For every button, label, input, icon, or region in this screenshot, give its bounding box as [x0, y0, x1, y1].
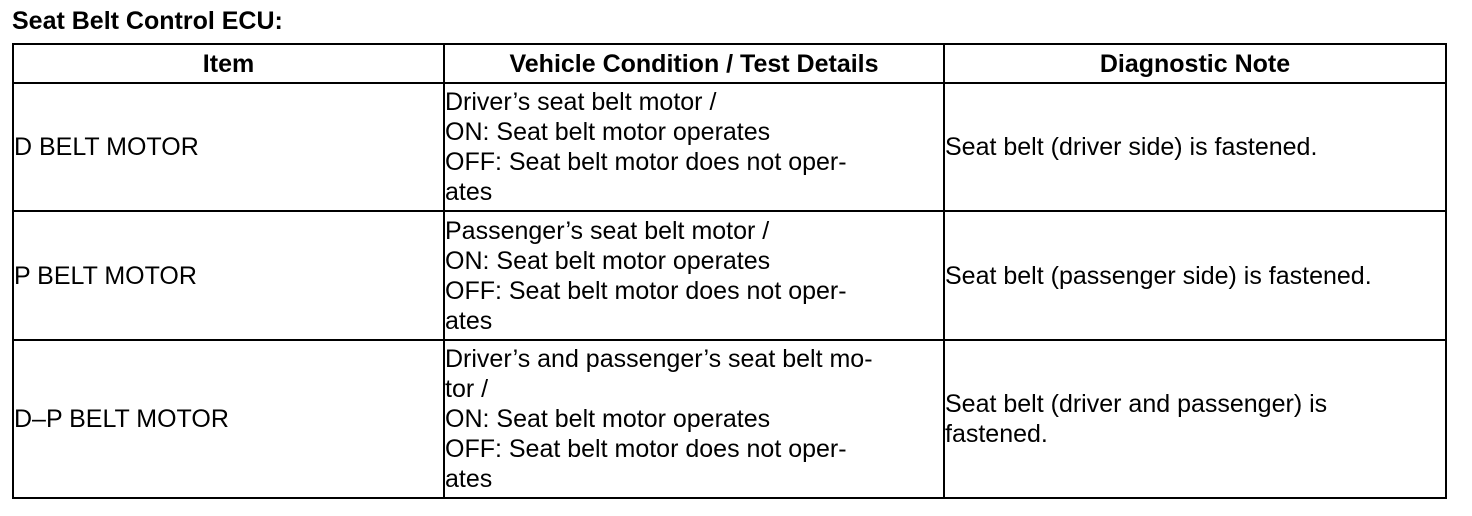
diagnostic-table: [12, 43, 1447, 499]
table-row: [13, 340, 1446, 498]
note-line: Seat belt (driver and passenger) is: [945, 390, 1328, 418]
note-cell: [944, 83, 1446, 211]
item-cell: P BELT MOTOR: [13, 211, 444, 340]
page-title: Seat Belt Control ECU:: [12, 7, 283, 35]
condition-line: OFF: Seat belt motor does not oper-: [445, 148, 847, 176]
condition-line: ON: Seat belt motor operates: [445, 246, 771, 275]
note-line: Seat belt (driver side) is fastened.: [945, 133, 1318, 161]
condition-line: Passenger’s seat belt motor /: [445, 216, 770, 245]
header-note: Diagnostic Note: [944, 44, 1446, 83]
note-line: Seat belt (passenger side) is fastened.: [945, 261, 1372, 290]
item-cell: D BELT MOTOR: [13, 83, 444, 211]
condition-line: ates: [445, 306, 493, 335]
condition-line: OFF: Seat belt motor does not oper-: [445, 435, 847, 463]
condition-line: ates: [445, 465, 493, 493]
note-cell: [944, 340, 1446, 498]
header-condition: Vehicle Condition / Test Details: [444, 44, 944, 83]
condition-line: Driver’s and passenger’s seat belt mo-: [445, 345, 873, 373]
note-cell: [944, 211, 1446, 340]
item-cell: D–P BELT MOTOR: [13, 340, 444, 498]
header-item: Item: [13, 44, 444, 83]
condition-line: ON: Seat belt motor operates: [445, 405, 771, 433]
condition-line: ON: Seat belt motor operates: [445, 118, 771, 146]
table-row: [13, 211, 1446, 340]
note-line: fastened.: [945, 420, 1048, 448]
condition-line: tor /: [445, 375, 489, 403]
condition-line: ates: [445, 178, 493, 206]
header-row: [13, 44, 1446, 83]
condition-line: Driver’s seat belt motor /: [445, 88, 717, 116]
condition-cell: [444, 340, 944, 498]
condition-cell: [444, 83, 944, 211]
condition-line: OFF: Seat belt motor does not oper-: [445, 276, 847, 305]
condition-cell: [444, 211, 944, 340]
table-row: [13, 83, 1446, 211]
